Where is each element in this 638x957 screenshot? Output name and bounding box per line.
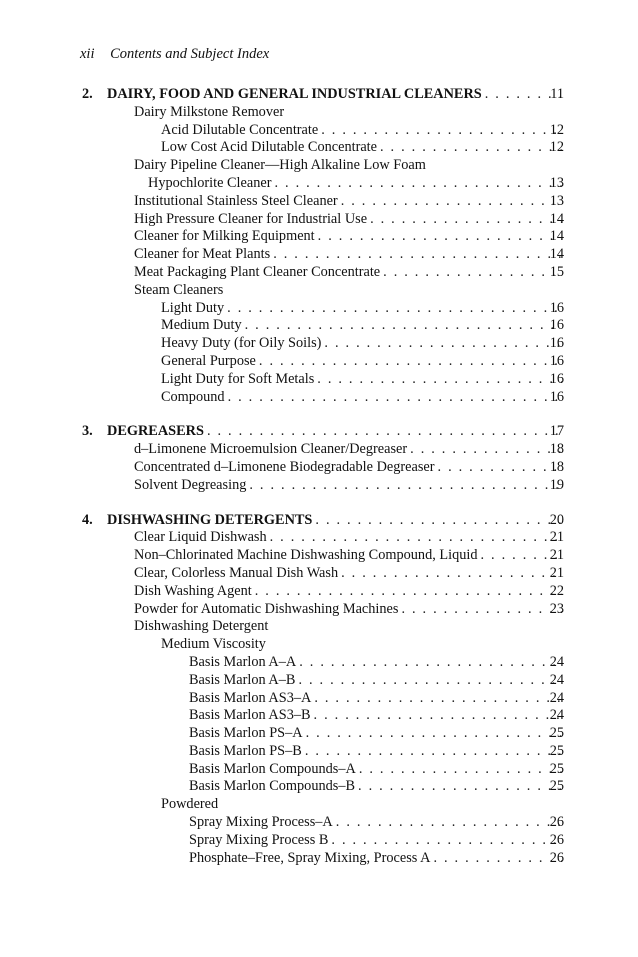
entry-title: Basis Marlon AS3–B bbox=[189, 707, 314, 725]
toc-entry bbox=[0, 459, 638, 477]
dot-leader bbox=[370, 211, 562, 229]
entry-page-number: 11 bbox=[550, 86, 564, 102]
entry-title: Basis Marlon Compounds–A bbox=[189, 761, 359, 779]
entry-page-number: 21 bbox=[549, 529, 564, 546]
entry-title: DEGREASERS bbox=[107, 423, 207, 441]
entry-title: Heavy Duty (for Oily Soils) bbox=[161, 335, 324, 353]
entry-page-number: 24 bbox=[549, 707, 564, 724]
section-number: 4. bbox=[82, 511, 93, 528]
toc-entry bbox=[0, 529, 638, 547]
entry-page-number: 25 bbox=[549, 760, 564, 777]
entry-page-number: 16 bbox=[549, 335, 564, 352]
toc-entry bbox=[0, 139, 638, 157]
dot-leader bbox=[259, 353, 562, 371]
toc-entry bbox=[0, 672, 638, 690]
dot-leader bbox=[298, 672, 562, 690]
entry-title: Spray Mixing Process–A bbox=[189, 814, 336, 832]
page-number: xii bbox=[80, 46, 95, 62]
entry-title: Phosphate–Free, Spray Mixing, Process A bbox=[189, 850, 433, 868]
section-number: 3. bbox=[82, 423, 93, 440]
entry-page-number: 16 bbox=[549, 370, 564, 387]
toc-section bbox=[0, 512, 638, 868]
entry-page-number: 13 bbox=[549, 174, 564, 191]
running-title: Contents and Subject Index bbox=[110, 46, 270, 62]
entry-title: Basis Marlon Compounds–B bbox=[189, 778, 358, 796]
toc-entry bbox=[0, 104, 638, 122]
dot-leader bbox=[314, 690, 562, 708]
dot-leader bbox=[207, 423, 562, 441]
entry-title: Non–Chlorinated Machine Dishwashing Compound, Liquid bbox=[134, 547, 481, 565]
dot-leader bbox=[255, 583, 562, 601]
toc-section bbox=[0, 423, 638, 494]
toc-entry bbox=[0, 636, 638, 654]
entry-page-number: 26 bbox=[549, 831, 564, 848]
entry-title: Steam Cleaners bbox=[134, 282, 226, 298]
entry-title: DAIRY, FOOD AND GENERAL INDUSTRIAL CLEANERS bbox=[107, 86, 485, 104]
toc-entry bbox=[0, 814, 638, 832]
entry-title: Institutional Stainless Steel Cleaner bbox=[134, 193, 341, 211]
dot-leader bbox=[249, 477, 562, 495]
entry-title: Powder for Automatic Dishwashing Machines bbox=[134, 601, 401, 619]
entry-page-number: 14 bbox=[549, 246, 564, 263]
entry-title: Spray Mixing Process B bbox=[189, 832, 331, 850]
dot-leader bbox=[401, 601, 562, 619]
entry-title: Light Duty for Soft Metals bbox=[161, 371, 317, 389]
entry-page-number: 20 bbox=[549, 511, 564, 528]
entry-title: Basis Marlon PS–A bbox=[189, 725, 306, 743]
toc-entry bbox=[0, 353, 638, 371]
dot-leader bbox=[358, 778, 562, 796]
entry-page-number: 13 bbox=[549, 192, 564, 209]
entry-page-number: 25 bbox=[549, 742, 564, 759]
dot-leader bbox=[341, 565, 562, 583]
entry-title: Acid Dilutable Concentrate bbox=[161, 122, 321, 140]
entry-title: Clear, Colorless Manual Dish Wash bbox=[134, 565, 341, 583]
toc-entry bbox=[0, 778, 638, 796]
toc-entry bbox=[0, 264, 638, 282]
dot-leader bbox=[341, 193, 562, 211]
dot-leader bbox=[383, 264, 562, 282]
entry-page-number: 24 bbox=[549, 689, 564, 706]
toc-entry bbox=[0, 725, 638, 743]
dot-leader bbox=[317, 371, 562, 389]
entry-page-number: 12 bbox=[549, 139, 564, 156]
toc-entry bbox=[0, 601, 638, 619]
entry-page-number: 17 bbox=[549, 423, 564, 440]
dot-leader bbox=[270, 529, 562, 547]
entry-page-number: 16 bbox=[549, 352, 564, 369]
running-header bbox=[80, 46, 269, 63]
toc-section-heading bbox=[0, 423, 638, 441]
entry-title: Medium Duty bbox=[161, 317, 245, 335]
toc-entry bbox=[0, 832, 638, 850]
dot-leader bbox=[380, 139, 562, 157]
entry-page-number: 24 bbox=[549, 671, 564, 688]
dot-leader bbox=[433, 850, 562, 868]
toc-entry bbox=[0, 618, 638, 636]
toc-entry bbox=[0, 157, 638, 175]
entry-page-number: 18 bbox=[549, 441, 564, 458]
toc-section-heading bbox=[0, 86, 638, 104]
toc-entry bbox=[0, 477, 638, 495]
entry-page-number: 16 bbox=[549, 299, 564, 316]
toc-entry bbox=[0, 690, 638, 708]
entry-page-number: 19 bbox=[549, 476, 564, 493]
dot-leader bbox=[336, 814, 562, 832]
entry-page-number: 24 bbox=[549, 653, 564, 670]
entry-title: Dairy Pipeline Cleaner—High Alkaline Low Foam bbox=[134, 157, 429, 173]
entry-title: Cleaner for Meat Plants bbox=[134, 246, 273, 264]
entry-title: Dishwashing Detergent bbox=[134, 618, 271, 634]
dot-leader bbox=[274, 175, 562, 193]
toc-entry bbox=[0, 850, 638, 868]
dot-leader bbox=[315, 512, 562, 530]
entry-page-number: 21 bbox=[549, 547, 564, 564]
entry-page-number: 26 bbox=[549, 814, 564, 831]
dot-leader bbox=[324, 335, 562, 353]
entry-title: Solvent Degreasing bbox=[134, 477, 249, 495]
table-of-contents bbox=[0, 86, 638, 884]
toc-entry bbox=[0, 335, 638, 353]
entry-page-number: 14 bbox=[549, 228, 564, 245]
entry-page-number: 25 bbox=[549, 725, 564, 742]
entry-title: Basis Marlon A–A bbox=[189, 654, 299, 672]
entry-page-number: 26 bbox=[549, 849, 564, 866]
entry-title: General Purpose bbox=[161, 353, 259, 371]
dot-leader bbox=[305, 743, 562, 761]
dot-leader bbox=[410, 441, 562, 459]
toc-section-heading bbox=[0, 512, 638, 530]
entry-page-number: 15 bbox=[549, 263, 564, 280]
entry-title: Basis Marlon AS3–A bbox=[189, 690, 314, 708]
entry-title: Compound bbox=[161, 389, 228, 407]
section-number: 2. bbox=[82, 86, 93, 102]
dot-leader bbox=[318, 228, 562, 246]
toc-entry bbox=[0, 389, 638, 407]
toc-entry bbox=[0, 282, 638, 300]
entry-title: Basis Marlon A–B bbox=[189, 672, 298, 690]
toc-section bbox=[0, 86, 638, 406]
entry-page-number: 22 bbox=[549, 582, 564, 599]
toc-entry bbox=[0, 547, 638, 565]
entry-title: d–Limonene Microemulsion Cleaner/Degreaser bbox=[134, 441, 410, 459]
entry-title: Light Duty bbox=[161, 300, 227, 318]
entry-title: Low Cost Acid Dilutable Concentrate bbox=[161, 139, 380, 157]
entry-page-number: 16 bbox=[549, 388, 564, 405]
dot-leader bbox=[321, 122, 562, 140]
entry-title: Medium Viscosity bbox=[161, 636, 269, 652]
toc-entry bbox=[0, 122, 638, 140]
entry-page-number: 25 bbox=[549, 778, 564, 795]
entry-title: Powdered bbox=[161, 796, 221, 812]
dot-leader bbox=[227, 300, 562, 318]
dot-leader bbox=[331, 832, 562, 850]
toc-entry bbox=[0, 317, 638, 335]
entry-title: DISHWASHING DETERGENTS bbox=[107, 512, 315, 530]
toc-entry bbox=[0, 175, 638, 193]
toc-entry bbox=[0, 743, 638, 761]
entry-page-number: 23 bbox=[549, 600, 564, 617]
entry-page-number: 16 bbox=[549, 317, 564, 334]
entry-title: Dish Washing Agent bbox=[134, 583, 255, 601]
toc-entry bbox=[0, 565, 638, 583]
toc-entry bbox=[0, 228, 638, 246]
entry-title: Meat Packaging Plant Cleaner Concentrate bbox=[134, 264, 383, 282]
entry-page-number: 14 bbox=[549, 210, 564, 227]
toc-entry bbox=[0, 583, 638, 601]
entry-title: Clear Liquid Dishwash bbox=[134, 529, 270, 547]
dot-leader bbox=[314, 707, 562, 725]
dot-leader bbox=[273, 246, 562, 264]
toc-entry bbox=[0, 654, 638, 672]
entry-title: Dairy Milkstone Remover bbox=[134, 104, 287, 120]
toc-entry bbox=[0, 246, 638, 264]
dot-leader bbox=[359, 761, 562, 779]
toc-entry bbox=[0, 371, 638, 389]
entry-title: Cleaner for Milking Equipment bbox=[134, 228, 318, 246]
entry-page-number: 18 bbox=[549, 458, 564, 475]
toc-entry bbox=[0, 300, 638, 318]
entry-page-number: 21 bbox=[549, 564, 564, 581]
entry-title: Hypochlorite Cleaner bbox=[148, 175, 274, 193]
dot-leader bbox=[306, 725, 562, 743]
entry-title: Concentrated d–Limonene Biodegradable Degreaser bbox=[134, 459, 438, 477]
toc-entry bbox=[0, 441, 638, 459]
dot-leader bbox=[299, 654, 562, 672]
dot-leader bbox=[245, 317, 562, 335]
toc-entry bbox=[0, 211, 638, 229]
toc-entry bbox=[0, 796, 638, 814]
toc-entry bbox=[0, 707, 638, 725]
toc-entry bbox=[0, 761, 638, 779]
toc-entry bbox=[0, 193, 638, 211]
entry-page-number: 12 bbox=[549, 121, 564, 138]
dot-leader bbox=[228, 389, 562, 407]
entry-title: High Pressure Cleaner for Industrial Use bbox=[134, 211, 370, 229]
entry-title: Basis Marlon PS–B bbox=[189, 743, 305, 761]
